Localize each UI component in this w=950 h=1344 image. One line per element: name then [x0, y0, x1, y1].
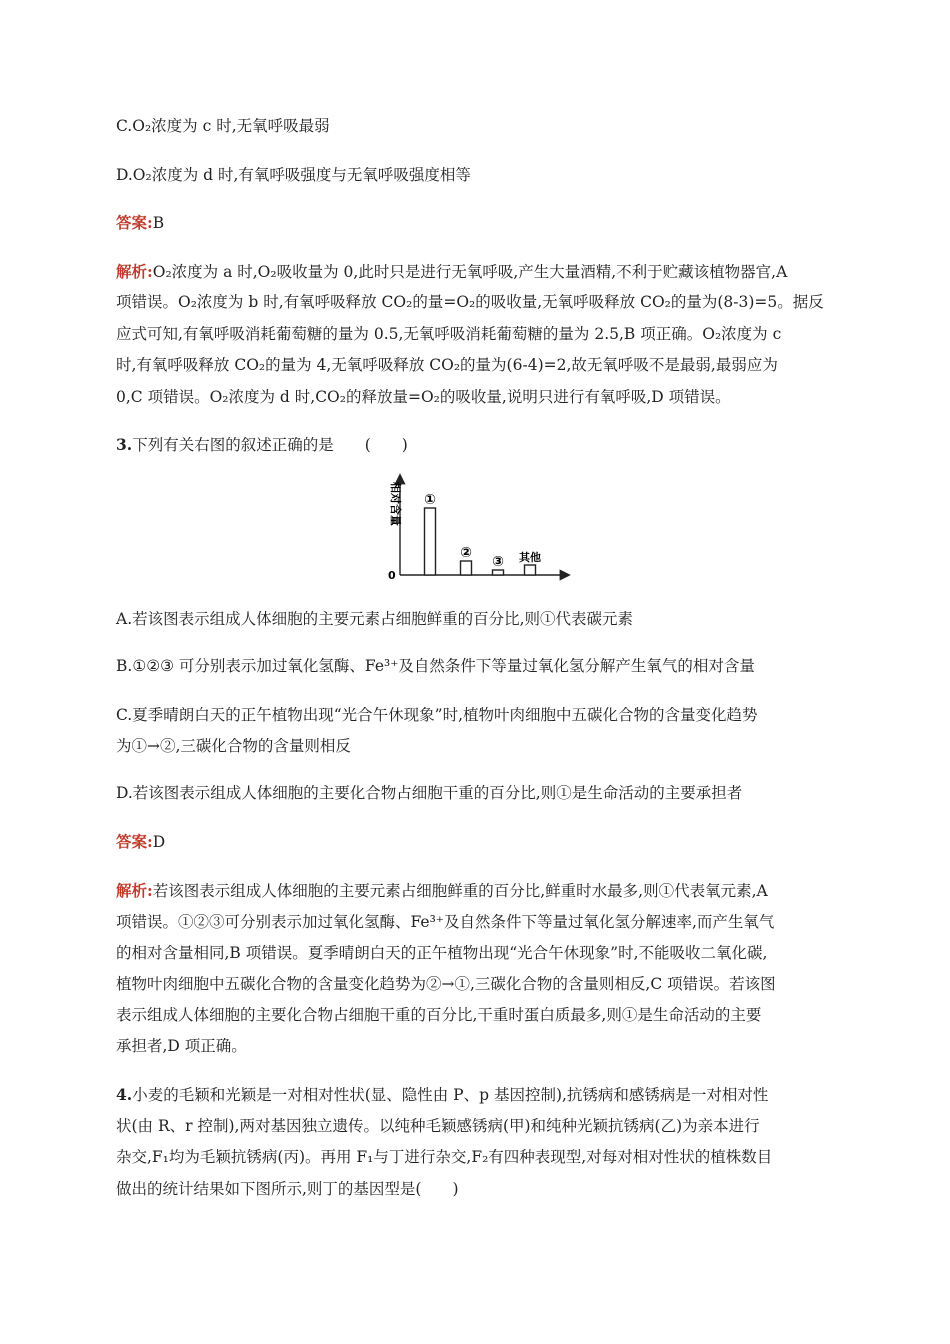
- q2-option-c: C.O₂浓度为 c 时,无氧呼吸最弱: [116, 117, 330, 135]
- analysis-text: O₂浓度为 a 时,O₂吸收量为 0,此时只是进行无氧呼吸,产生大量酒精,不利于贮藏该植物器官,A: [152, 263, 788, 281]
- bar-4: [525, 565, 536, 575]
- question-text: 小麦的毛颖和光颖是一对相对性状(显、隐性由 P、p 基因控制),抗锈病和感锈病是一对相对性: [132, 1086, 769, 1104]
- bar-1: [425, 508, 436, 575]
- q3-analysis-line-3: 的相对含量相同,B 项错误。夏季晴朗白天的正午植物出现“光合午休现象”时,不能吸收二氧化碳,: [116, 944, 768, 962]
- q2-analysis-line-3: 应式可知,有氧呼吸消耗葡萄糖的量为 0.5,无氧呼吸消耗葡萄糖的量为 2.5,B 项正确。O₂浓度为 c: [116, 325, 782, 343]
- origin-label: 0: [388, 569, 396, 582]
- answer-label: 答案:: [116, 832, 153, 851]
- q3-option-c-line-1: C.夏季晴朗白天的正午植物出现“光合午休现象”时,植物叶肉细胞中五碳化合物的含量变化趋势: [116, 706, 758, 724]
- answer-value: B: [152, 214, 165, 232]
- question-number: 4.: [116, 1085, 133, 1104]
- q4-line-2: 状(由 R、r 控制),两对基因独立遗传。以纯种毛颖感锈病(甲)和纯种光颖抗锈病(乙)为亲本进行: [116, 1117, 760, 1135]
- q4-line-4: 做出的统计结果如下图所示,则丁的基因型是( ): [116, 1180, 459, 1198]
- q2-analysis-line-2: 项错误。O₂浓度为 b 时,有氧呼吸释放 CO₂的量=O₂的吸收量,无氧呼吸释放 CO₂的量为(8-3)=5。据反: [116, 293, 824, 311]
- q3-option-a: A.若该图表示组成人体细胞的主要元素占细胞鲜重的百分比,则①代表碳元素: [116, 610, 634, 628]
- q3-option-b: B.①②③ 可分别表示加过氧化氢酶、Fe³⁺及自然条件下等量过氧化氢分解产生氧气的相对含量: [116, 657, 755, 675]
- q3-option-c-line-2: 为①→②,三碳化合物的含量则相反: [116, 737, 351, 755]
- analysis-label: 解析:: [116, 881, 153, 900]
- q2-answer: [116, 212, 164, 234]
- q4-line-1: [116, 1084, 768, 1106]
- y-axis-label: 相对含量: [389, 482, 402, 526]
- question-text: 下列有关右图的叙述正确的是 ( ): [132, 436, 408, 454]
- q3-stem: [116, 434, 408, 456]
- bar-label-1: ①: [424, 492, 436, 508]
- q3-analysis-line-5: 表示组成人体细胞的主要化合物占细胞干重的百分比,干重时蛋白质最多,则①是生命活动的主要: [116, 1006, 762, 1024]
- q2-analysis-line-1: [116, 261, 787, 283]
- bar-label-3: ③: [492, 554, 504, 570]
- analysis-label: 解析:: [116, 262, 153, 281]
- answer-value: D: [152, 833, 166, 851]
- q4-line-3: 杂交,F₁均为毛颖抗锈病(丙)。再用 F₁与丁进行杂交,F₂有四种表现型,对每对相对性状的植株数目: [116, 1148, 773, 1166]
- bar-label-2: ②: [460, 545, 472, 561]
- question-number: 3.: [116, 435, 133, 454]
- bar-3: [493, 570, 504, 575]
- q2-analysis-line-4: 时,有氧呼吸释放 CO₂的量为 4,无氧呼吸释放 CO₂的量为(6-4)=2,故无氧呼吸不是最弱,最弱应为: [116, 356, 778, 374]
- analysis-text: 若该图表示组成人体细胞的主要元素占细胞鲜重的百分比,鲜重时水最多,则①代表氧元素,A: [152, 882, 768, 900]
- q3-analysis-line-1: [116, 880, 768, 902]
- bar-2: [461, 561, 472, 575]
- q3-analysis-line-2: 项错误。①②③可分别表示加过氧化氢酶、Fe³⁺及自然条件下等量过氧化氢分解速率,而产生氧气: [116, 913, 775, 931]
- q2-option-d: D.O₂浓度为 d 时,有氧呼吸强度与无氧呼吸强度相等: [116, 166, 471, 184]
- q3-analysis-line-6: 承担者,D 项正确。: [116, 1037, 247, 1055]
- bar-chart: [370, 470, 580, 590]
- q3-option-d: D.若该图表示组成人体细胞的主要化合物占细胞干重的百分比,则①是生命活动的主要承担者: [116, 784, 743, 802]
- q2-analysis-line-5: 0,C 项错误。O₂浓度为 d 时,CO₂的释放量=O₂的吸收量,说明只进行有氧呼吸,D 项错误。: [116, 388, 731, 406]
- bar-label-4: 其他: [519, 551, 541, 564]
- q3-analysis-line-4: 植物叶肉细胞中五碳化合物的含量变化趋势为②→①,三碳化合物的含量则相反,C 项错误。若该图: [116, 975, 776, 993]
- answer-label: 答案:: [116, 213, 153, 232]
- q3-answer: [116, 831, 165, 853]
